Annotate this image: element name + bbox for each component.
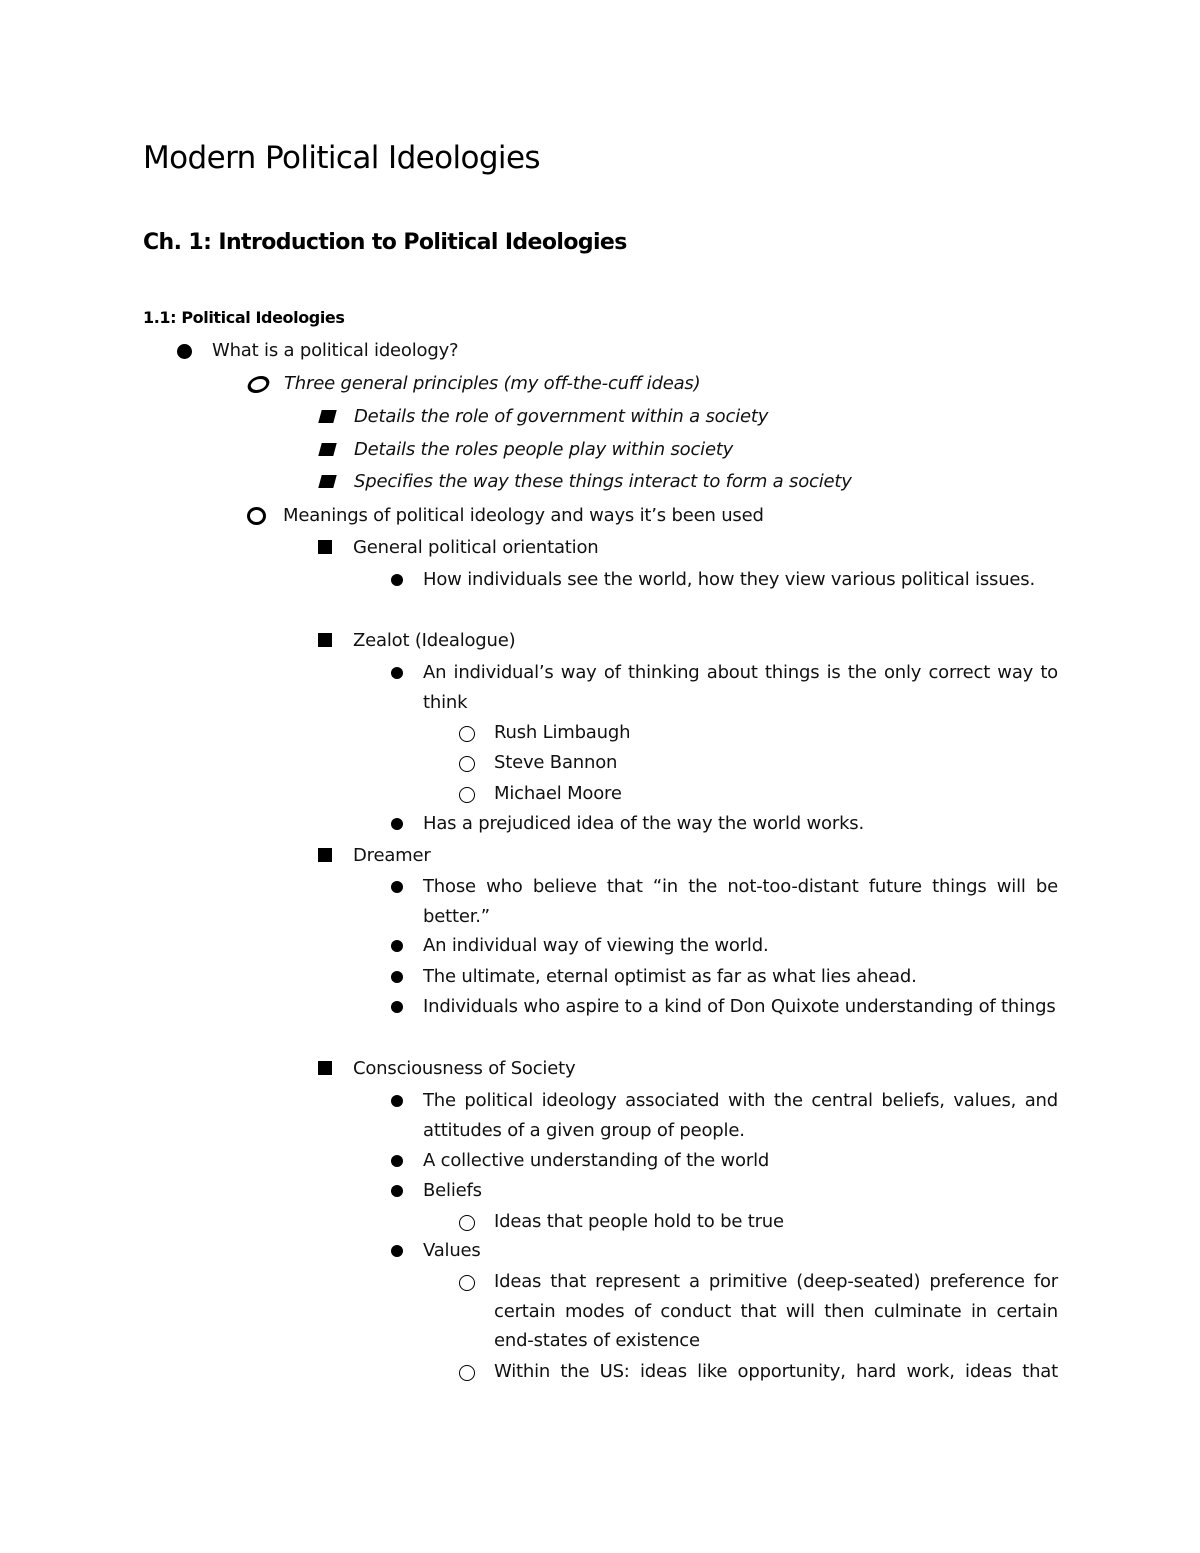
list-item-text: An individual way of viewing the world. [423, 935, 769, 956]
list-item [354, 402, 1064, 432]
list-item [284, 369, 1064, 399]
list-item [423, 962, 1063, 992]
list-item [494, 748, 1059, 778]
list-item-text: Beliefs [423, 1180, 482, 1201]
filled-bullet-icon [391, 940, 403, 952]
list-item-text: The political ideology associated with the central beliefs, values, and attitudes of a given group of people. [423, 1090, 1058, 1141]
list-item [494, 1207, 1059, 1237]
list-item-text: Meanings of political ideology and ways it’s been used [283, 505, 764, 526]
list-item-text: Values [423, 1240, 481, 1261]
list-item [354, 435, 1064, 465]
filled-bullet-icon [391, 667, 403, 679]
square-bullet-icon [318, 475, 336, 488]
hollow-bullet-icon [459, 726, 475, 742]
list-item-text: Individuals who aspire to a kind of Don Quixote understanding of things [423, 996, 1056, 1017]
hollow-bullet-icon [459, 1365, 475, 1381]
list-item [423, 1146, 1063, 1176]
square-bullet-icon [318, 410, 336, 423]
list-item [353, 626, 1063, 656]
list-item-text: General political orientation [353, 537, 599, 558]
list-item-text: Three general principles (my off-the-cuff ideas) [284, 373, 701, 394]
hollow-bullet-icon [459, 756, 475, 772]
list-item-text: Zealot (Idealogue) [353, 630, 516, 651]
filled-bullet-icon [391, 1095, 403, 1107]
hollow-bullet-icon [247, 507, 266, 525]
list-item-text: Steve Bannon [494, 752, 618, 773]
list-item-text: Michael Moore [494, 783, 622, 804]
list-item [353, 841, 1063, 871]
list-item-text: A collective understanding of the world [423, 1150, 770, 1171]
list-item-text: What is a political ideology? [212, 340, 459, 361]
document-title: Modern Political Ideologies [143, 140, 540, 176]
list-item [494, 1357, 1058, 1387]
filled-bullet-icon [391, 1185, 403, 1197]
hollow-bullet-icon [459, 787, 475, 803]
list-item-text: An individual’s way of thinking about things is the only correct way to think [423, 662, 1058, 713]
list-item-text: The ultimate, eternal optimist as far as what lies ahead. [423, 966, 917, 987]
square-bullet-icon [318, 1061, 332, 1075]
filled-bullet-icon [177, 344, 192, 359]
list-item [423, 565, 1058, 595]
list-item-text: Consciousness of Society [353, 1058, 576, 1079]
list-item-text: Details the role of government within a society [354, 406, 769, 427]
filled-bullet-icon [391, 1001, 403, 1013]
list-item [494, 718, 1059, 748]
filled-bullet-icon [391, 818, 403, 830]
filled-bullet-icon [391, 574, 403, 586]
section-heading: 1.1: Political Ideologies [143, 308, 345, 327]
square-bullet-icon [318, 443, 336, 456]
filled-bullet-icon [391, 881, 403, 893]
list-item-text: Ideas that people hold to be true [494, 1211, 784, 1232]
hollow-bullet-icon [459, 1275, 475, 1291]
square-bullet-icon [318, 633, 332, 647]
list-item-text: How individuals see the world, how they view various political issues. [423, 569, 1036, 590]
list-item [494, 779, 1059, 809]
filled-bullet-icon [391, 971, 403, 983]
square-bullet-icon [318, 848, 332, 862]
chapter-heading: Ch. 1: Introduction to Political Ideologies [143, 230, 627, 255]
filled-bullet-icon [391, 1155, 403, 1167]
hollow-bullet-icon [459, 1215, 475, 1231]
list-item [423, 992, 1058, 1022]
list-item [423, 809, 1063, 839]
list-item [283, 501, 1063, 531]
list-item [212, 336, 1062, 366]
list-item [423, 872, 1058, 931]
list-item-text: Has a prejudiced idea of the way the world works. [423, 813, 864, 834]
list-item-text: Dreamer [353, 845, 431, 866]
list-item [423, 931, 1063, 961]
list-item [354, 467, 1064, 497]
list-item [423, 1236, 1063, 1266]
list-item [353, 1054, 1063, 1084]
hollow-bullet-icon [245, 376, 272, 393]
list-item [423, 1086, 1058, 1145]
list-item-text: Specifies the way these things interact to form a society [354, 471, 852, 492]
square-bullet-icon [318, 540, 332, 554]
list-item-text: Those who believe that “in the not-too-distant future things will be better.” [423, 876, 1058, 927]
list-item [353, 533, 1063, 563]
filled-bullet-icon [391, 1245, 403, 1257]
list-item-text: Ideas that represent a primitive (deep-seated) preference for certain modes of conduct that will then culminate in certain end-states of existence [494, 1271, 1058, 1351]
list-item [494, 1267, 1058, 1356]
list-item-text: Rush Limbaugh [494, 722, 631, 743]
list-item-text: Details the roles people play within society [354, 439, 734, 460]
list-item [423, 1176, 1063, 1206]
list-item [423, 658, 1058, 717]
list-item-text: Within the US: ideas like opportunity, hard work, ideas that [494, 1361, 1058, 1382]
